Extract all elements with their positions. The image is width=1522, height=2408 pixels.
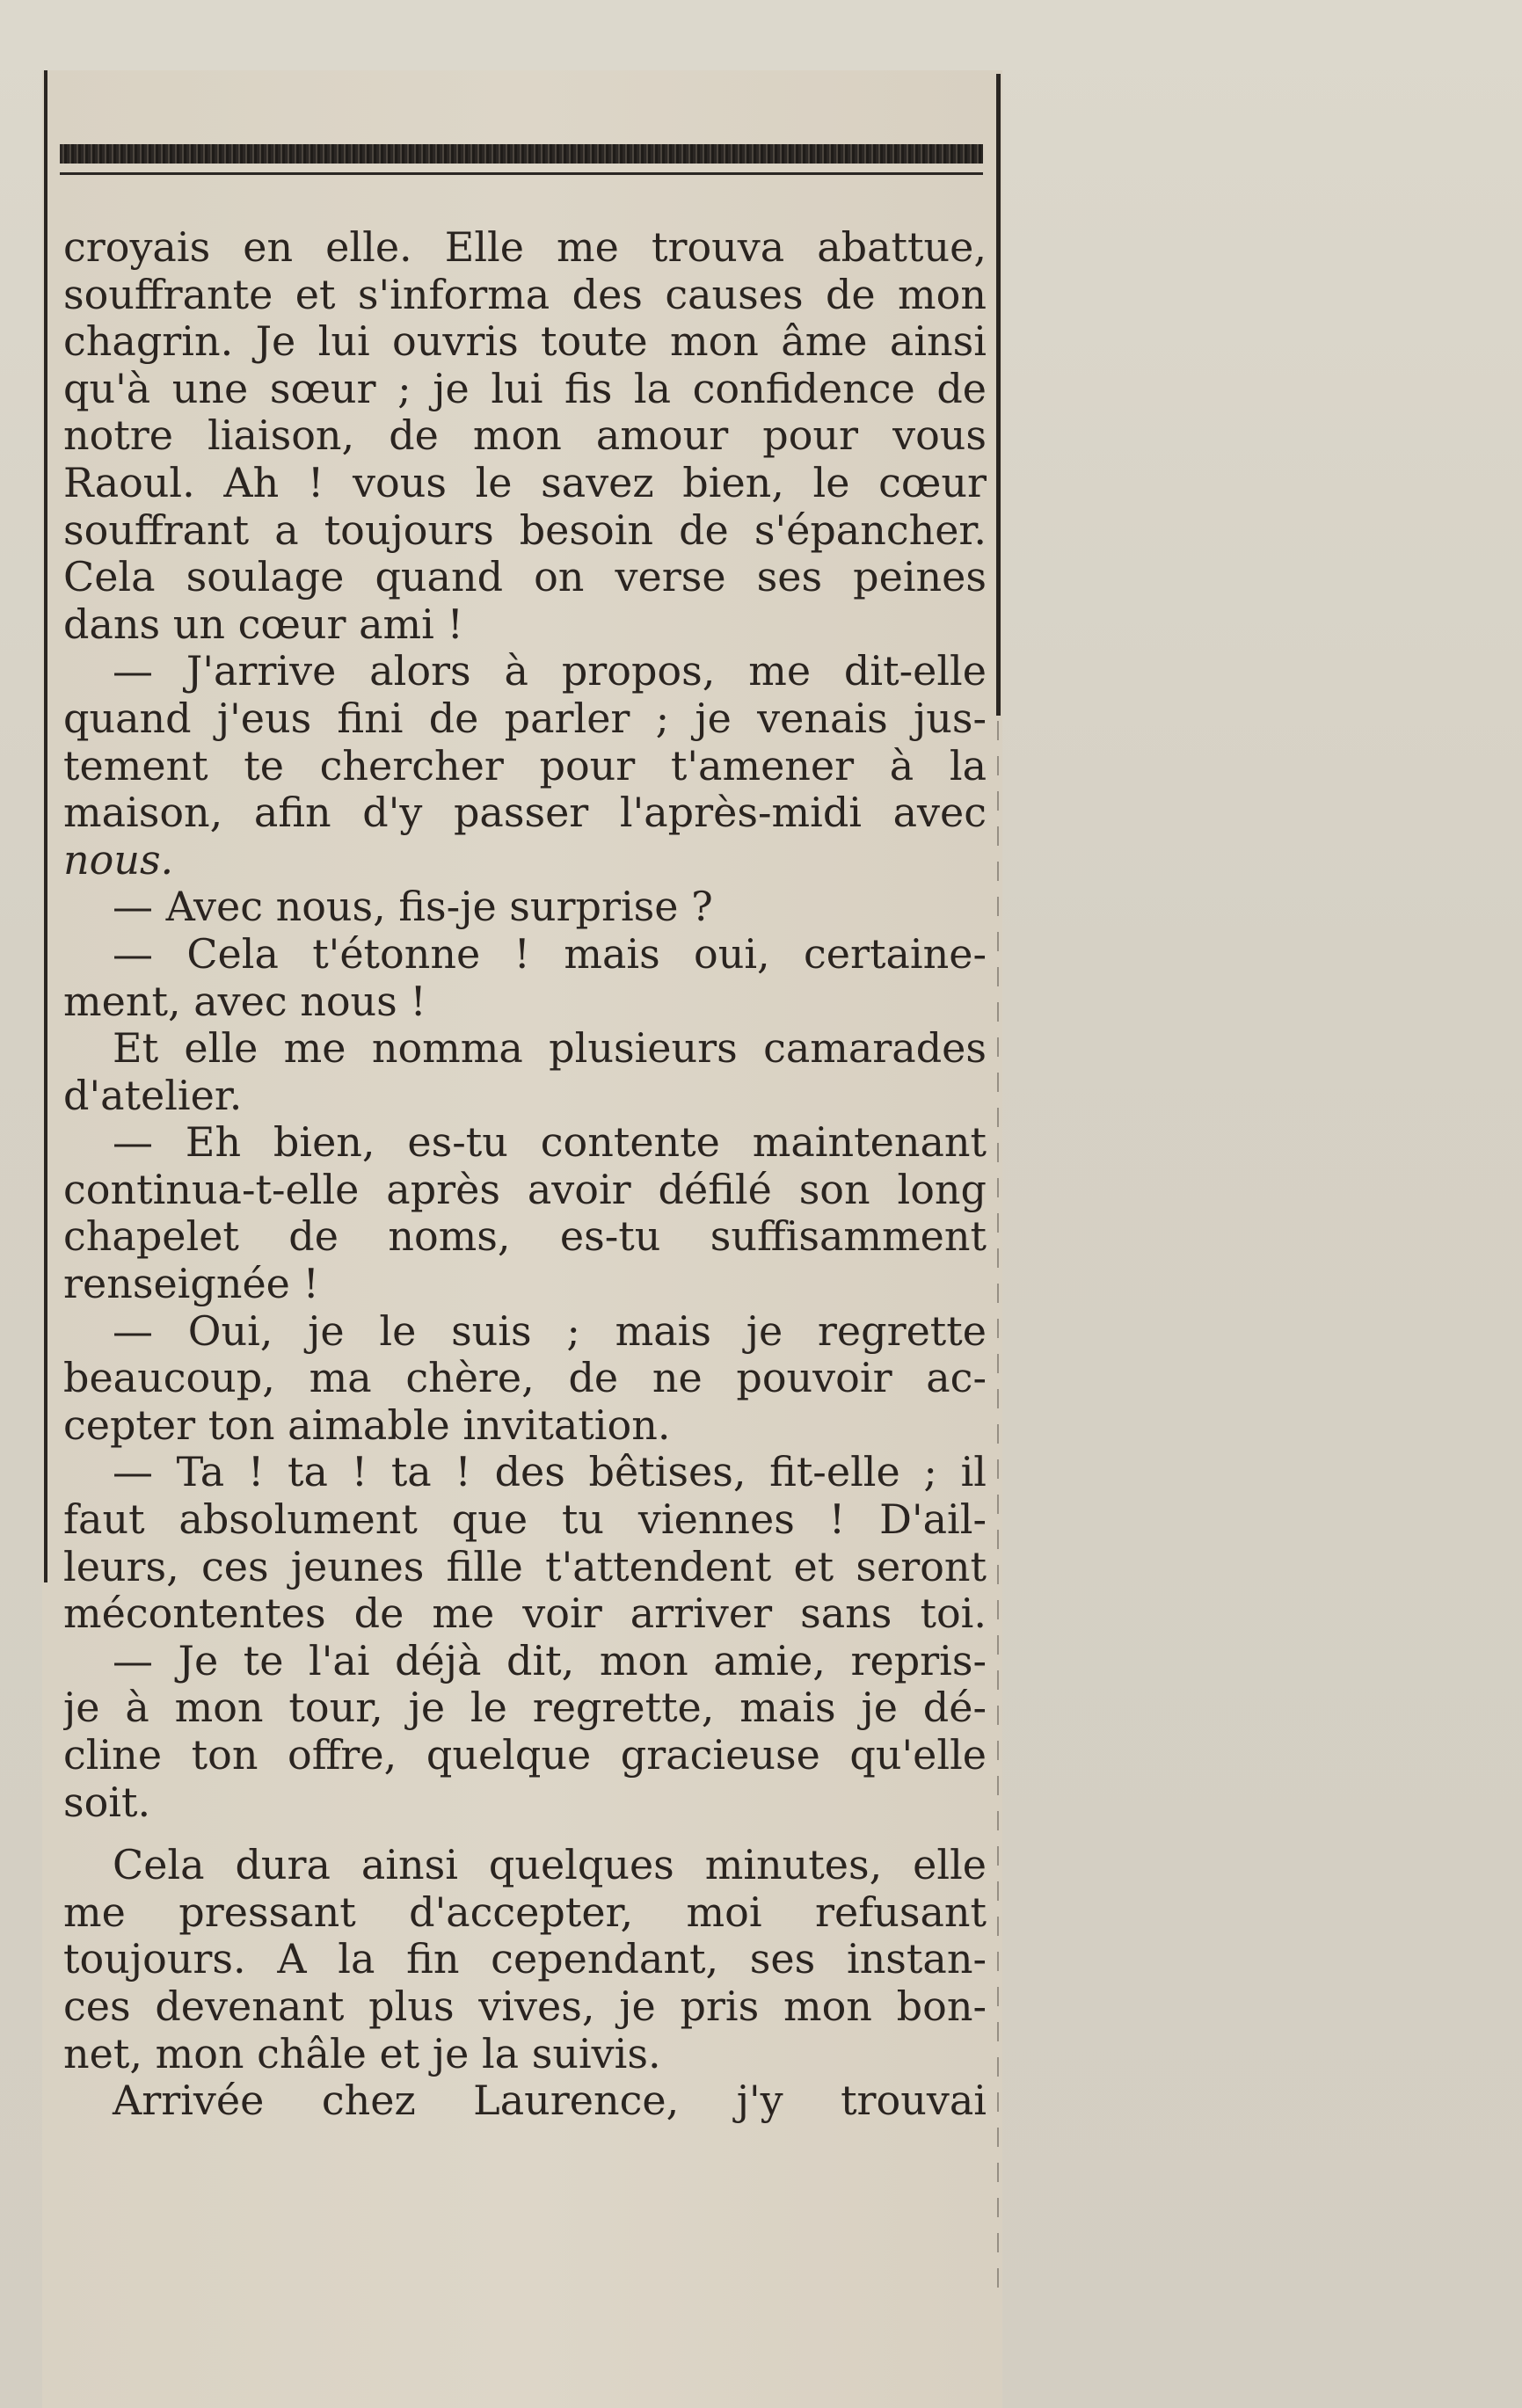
article-line: je à mon tour, je le regrette, mais je dé- — [63, 1684, 987, 1732]
article-line: toujours. A la fin cependant, ses instan- — [63, 1936, 987, 1983]
article-line: renseignée ! — [63, 1261, 320, 1308]
article-line: cline ton offre, quelque gracieuse qu'elle — [63, 1732, 987, 1779]
article-line: souffrante et s'informa des causes de mon — [63, 271, 987, 318]
article-line: continua-t-elle après avoir défilé son long — [63, 1166, 987, 1213]
article-line: — Ta ! ta ! ta ! des bêtises, fit-elle ; il — [113, 1449, 987, 1496]
article-line: tement te chercher pour t'amener à la — [63, 742, 987, 789]
article-line: chapelet de noms, es-tu suffisamment — [63, 1213, 987, 1261]
article-line: — Cela t'étonne ! mais oui, certaine- — [113, 930, 987, 978]
article-line: nous. — [63, 836, 174, 884]
column-right-rule-faint — [997, 721, 999, 2303]
article-line: chagrin. Je lui ouvris toute mon âme ainsi — [63, 318, 987, 366]
article-line: Cela dura ainsi quelques minutes, elle — [113, 1842, 987, 1889]
article-line: croyais en elle. Elle me trouva abattue, — [63, 224, 987, 271]
article-line: Arrivée chez Laurence, j'y trouvai — [113, 2077, 987, 2125]
article-line: — Eh bien, es-tu contente maintenant — [113, 1119, 987, 1167]
article-column — [63, 224, 987, 2125]
column-header-thin-rule — [60, 172, 983, 175]
article-line: — Je te l'ai déjà dit, mon amie, repris- — [113, 1637, 987, 1684]
article-line: dans un cœur ami ! — [63, 600, 463, 648]
article-line: net, mon châle et je la suivis. — [63, 2030, 661, 2077]
article-line: Cela soulage quand on verse ses peines — [63, 554, 987, 601]
article-line: quand j'eus fini de parler ; je venais jus- — [63, 695, 987, 742]
column-right-rule — [996, 74, 1001, 716]
column-left-rule — [44, 70, 47, 1582]
article-line: maison, afin d'y passer l'après-midi avec — [63, 789, 987, 837]
article-line: — Oui, je le suis ; mais je regrette — [113, 1307, 987, 1355]
article-line: ment, avec nous ! — [63, 978, 426, 1025]
article-line: ces devenant plus vives, je pris mon bon- — [63, 1982, 987, 2030]
article-line: Et elle me nomma plusieurs camarades — [113, 1025, 987, 1073]
column-header-rule — [60, 144, 983, 164]
article-line: me pressant d'accepter, moi refusant — [63, 1888, 987, 1936]
article-line: mécontentes de me voir arriver sans toi. — [63, 1590, 987, 1638]
article-line: soit. — [63, 1779, 151, 1826]
article-line: notre liaison, de mon amour pour vous — [63, 412, 987, 460]
article-line: d'atelier. — [63, 1072, 243, 1119]
article-line: cepter ton aimable invitation. — [63, 1401, 671, 1449]
article-line: — J'arrive alors à propos, me dit-elle — [113, 648, 987, 695]
article-line: beaucoup, ma chère, de ne pouvoir ac- — [63, 1355, 987, 1402]
article-line: souffrant a toujours besoin de s'épancher. — [63, 506, 987, 554]
article-line: qu'à une sœur ; je lui fis la confidence de — [63, 365, 987, 412]
article-line: — Avec nous, fis-je surprise ? — [113, 884, 713, 931]
article-line: faut absolument que tu viennes ! D'ail- — [63, 1496, 987, 1544]
article-line: leurs, ces jeunes fille t'attendent et seront — [63, 1543, 987, 1590]
article-line: Raoul. Ah ! vous le savez bien, le cœur — [63, 459, 987, 506]
